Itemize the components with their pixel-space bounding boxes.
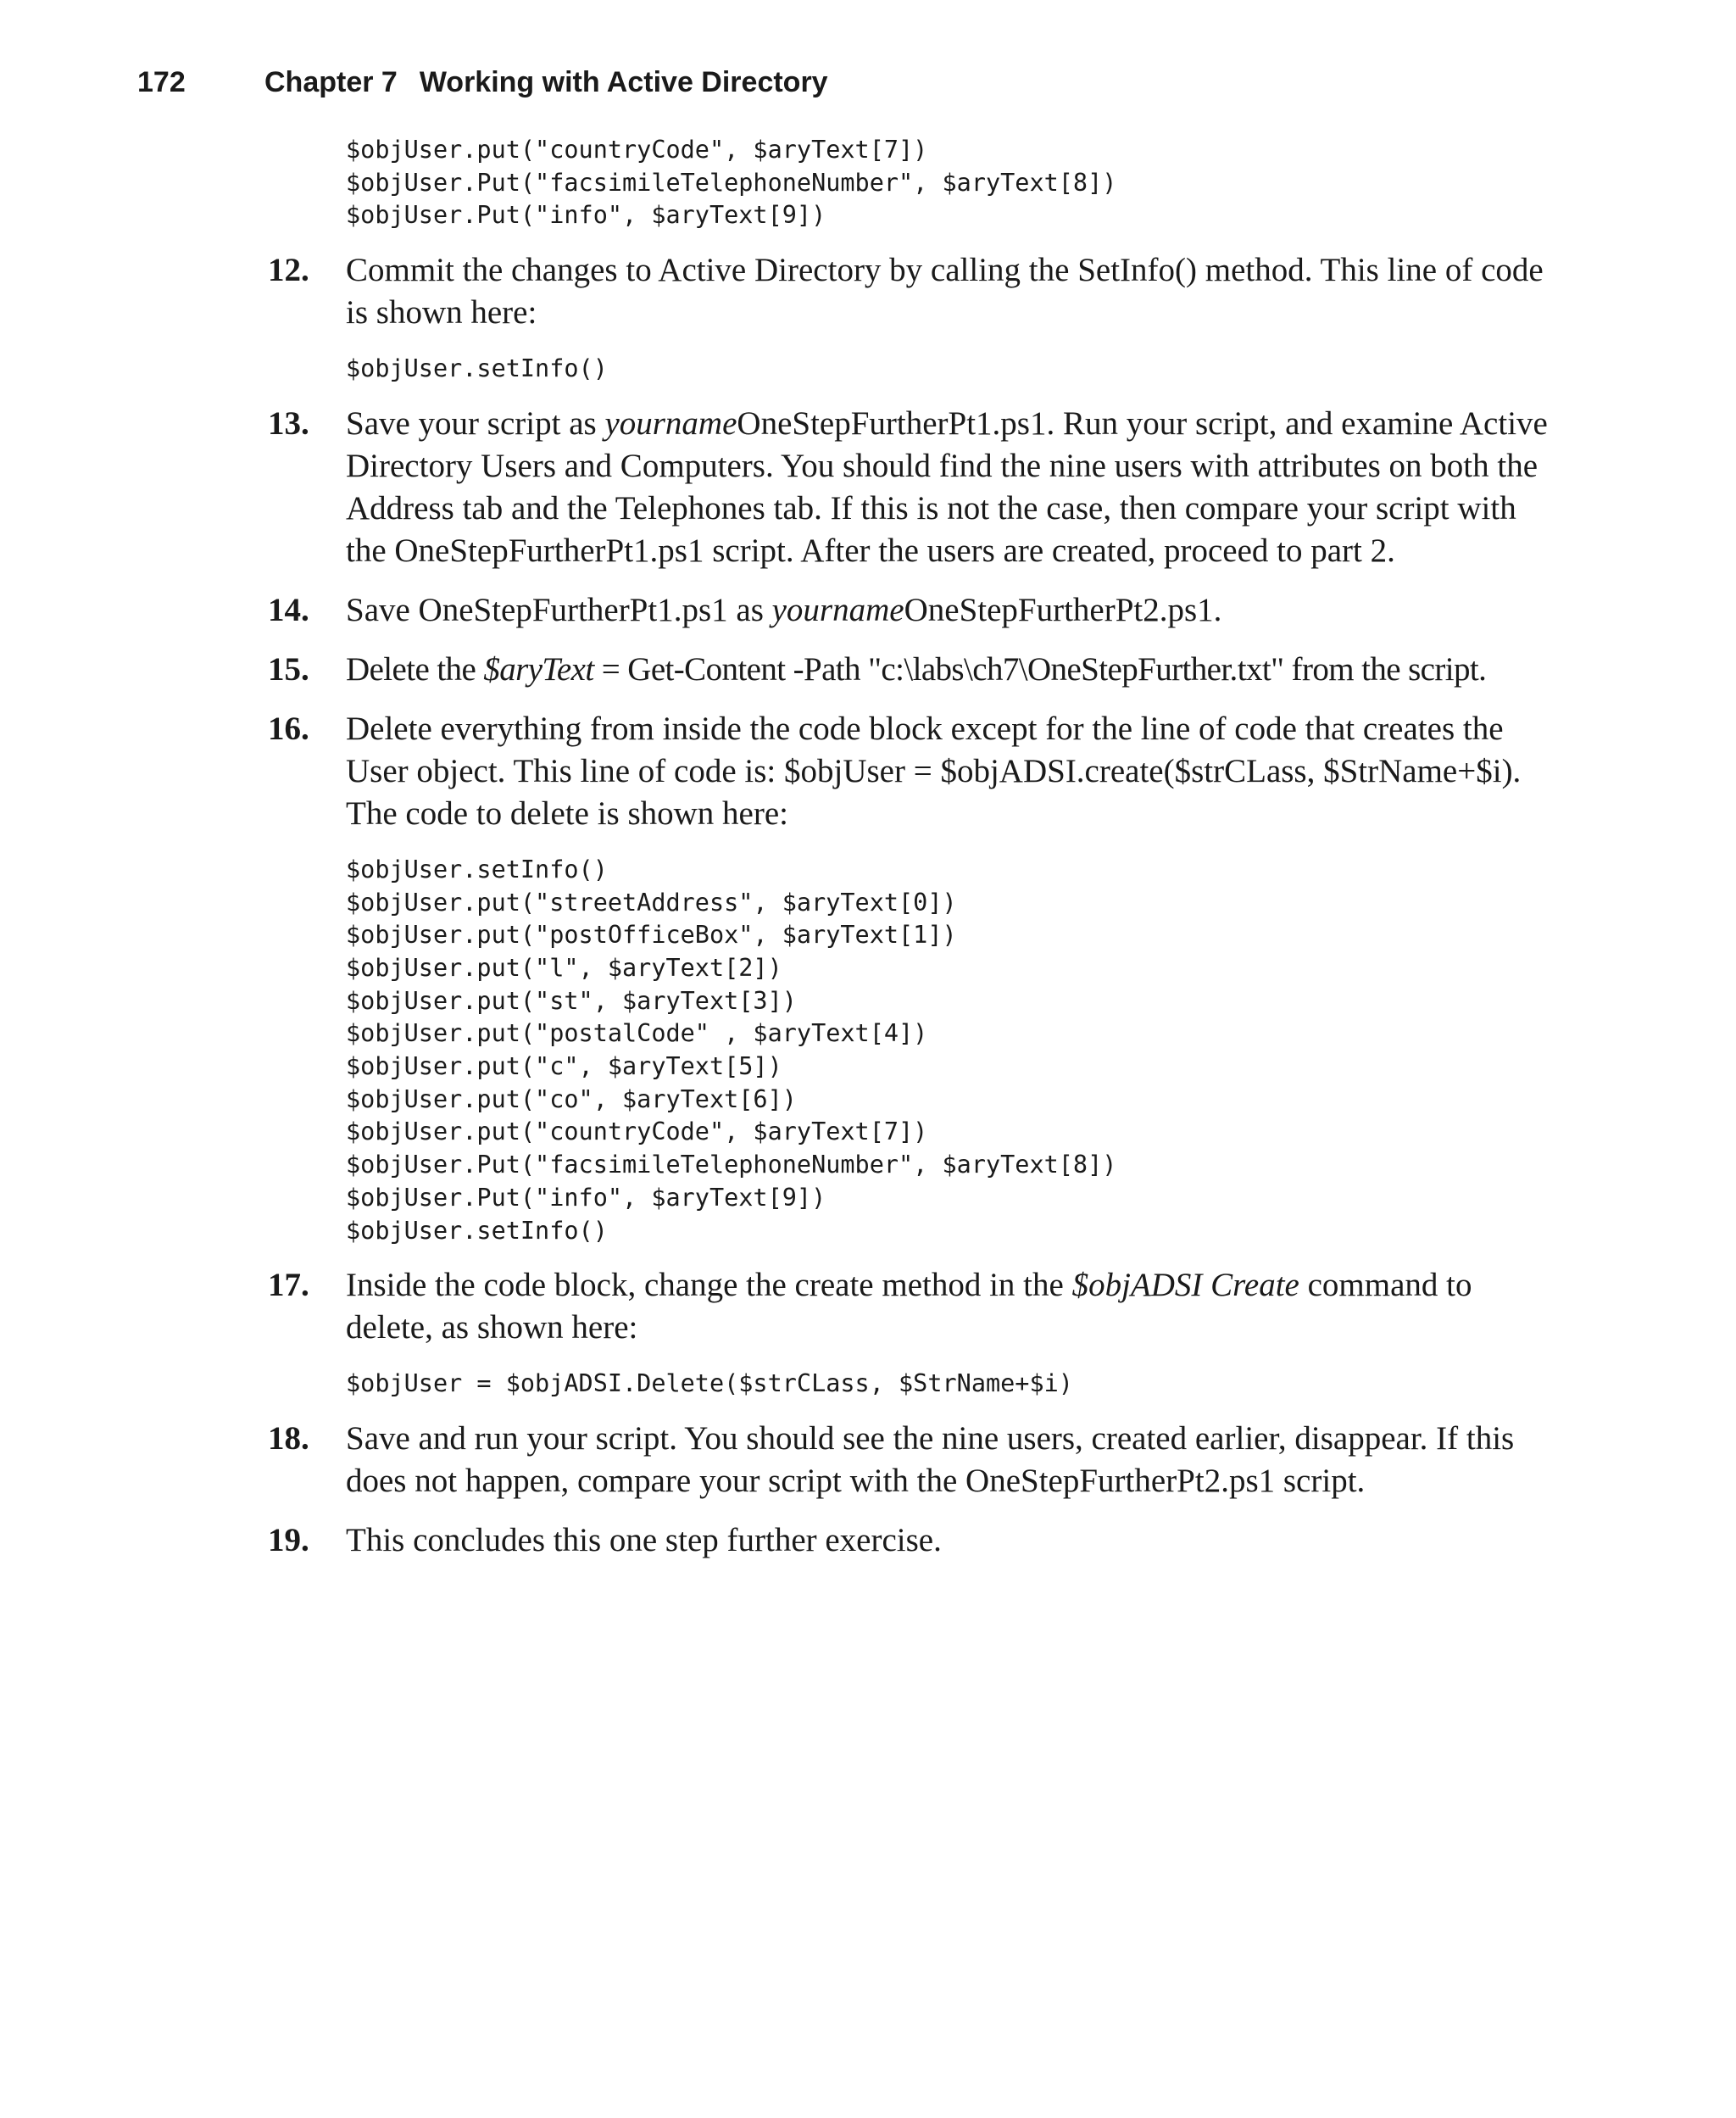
code-line: $objUser.put("countryCode", $aryText[7]) xyxy=(346,1118,928,1146)
step-text xyxy=(346,592,1221,628)
text-run: Save your script as xyxy=(346,404,605,442)
code-line: $objUser.setInfo() xyxy=(346,855,608,883)
text-run: command to delete, as shown here: xyxy=(346,1267,1472,1346)
italic-text: $objADSI Create xyxy=(1071,1267,1299,1304)
code-line: $objUser.setInfo() xyxy=(346,354,608,383)
step-text: Delete everything from inside the code block except for the line of code that creates the User object. This line of code is: $objUser = $objADSI.create($strCLass, $StrName+$i). The code to delete is shown here: xyxy=(346,710,1522,832)
code-line: $objUser.Put("facsimileTelephoneNumber", $aryText[8]) xyxy=(346,1151,1117,1179)
code-block-delete xyxy=(346,1368,1556,1401)
text-run: Inside the code block, change the create method in the xyxy=(346,1267,1072,1304)
step-18 xyxy=(268,1418,1556,1502)
text-run: = Get-Content -Path "c:\labs\ch7\OneStepFurther.txt" from the script. xyxy=(593,650,1487,688)
code-block-setinfo xyxy=(346,353,1556,386)
text-run: OneStepFurtherPt2.ps1. xyxy=(904,591,1222,628)
code-line: $objUser.put("st", $aryText[3]) xyxy=(346,986,797,1015)
step-text: Save and run your script. You should see the nine users, created earlier, disappear. If this does not happen, compare your script with the OneStepFurtherPt2.ps1 script. xyxy=(346,1419,1515,1499)
code-line: $objUser.Put("facsimileTelephoneNumber", $aryText[8]) xyxy=(346,168,1117,197)
code-line: $objUser.put("postalCode" , $aryText[4]) xyxy=(346,1019,928,1048)
code-line: $objUser.setInfo() xyxy=(346,1216,608,1245)
text-run: Delete the xyxy=(346,650,484,688)
step-number: 19. xyxy=(268,1521,309,1558)
chapter-title: Working with Active Directory xyxy=(419,66,828,98)
step-number: 15. xyxy=(268,650,309,688)
code-line: $objUser.Put("info", $aryText[9]) xyxy=(346,1183,826,1212)
code-line: $objUser.put("co", $aryText[6]) xyxy=(346,1084,797,1113)
step-text: Commit the changes to Active Directory by calling the SetInfo() method. This line of code is shown here: xyxy=(346,252,1544,332)
page-content xyxy=(268,134,1556,1579)
code-line: $objUser.put("postOfficeBox", $aryText[1]) xyxy=(346,921,957,950)
italic-text: yourname xyxy=(604,404,737,442)
code-line: $objUser.put("l", $aryText[2]) xyxy=(346,953,782,982)
step-15 xyxy=(268,649,1556,691)
step-14 xyxy=(268,589,1556,632)
step-number: 17. xyxy=(268,1267,309,1304)
code-line: $objUser.Put("info", $aryText[9]) xyxy=(346,201,826,230)
step-19 xyxy=(268,1519,1556,1562)
italic-text: yourname xyxy=(771,591,904,628)
step-13 xyxy=(268,403,1556,572)
step-text xyxy=(346,1267,1472,1346)
page-number: 172 xyxy=(137,66,186,98)
step-number: 14. xyxy=(268,591,309,628)
step-text: This concludes this one step further exercise. xyxy=(346,1521,942,1558)
step-text xyxy=(346,405,1548,569)
code-line: $objUser.put("c", $aryText[5]) xyxy=(346,1052,782,1081)
text-run: Save OneStepFurtherPt1.ps1 as xyxy=(346,591,772,628)
step-text xyxy=(346,651,1486,688)
step-number: 12. xyxy=(268,252,309,289)
code-line: $objUser.put("countryCode", $aryText[7]) xyxy=(346,136,928,164)
code-line: $objUser = $objADSI.Delete($strCLass, $StrName+$i) xyxy=(346,1369,1073,1398)
italic-text: $aryText xyxy=(483,650,594,688)
step-12 xyxy=(268,249,1556,334)
text-run: OneStepFurtherPt1.ps1. Run your script, and examine Active Directory Users and Computers. You should find the nine users with attributes on both the Address tab and the Telephones tab. If this is not the case, then compare your script with the OneStepFurtherPt1.ps1 script. After the users are created, proceed to part 2. xyxy=(346,404,1548,569)
running-head xyxy=(137,66,828,99)
code-line: $objUser.put("streetAddress", $aryText[0]) xyxy=(346,888,957,917)
chapter-label: Chapter 7 xyxy=(264,66,398,98)
code-block-continued xyxy=(346,134,1556,232)
step-number: 13. xyxy=(268,404,309,442)
step-16 xyxy=(268,708,1556,835)
step-17 xyxy=(268,1264,1556,1349)
code-block-to-delete xyxy=(346,854,1556,1247)
step-number: 16. xyxy=(268,710,309,747)
step-number: 18. xyxy=(268,1419,309,1457)
